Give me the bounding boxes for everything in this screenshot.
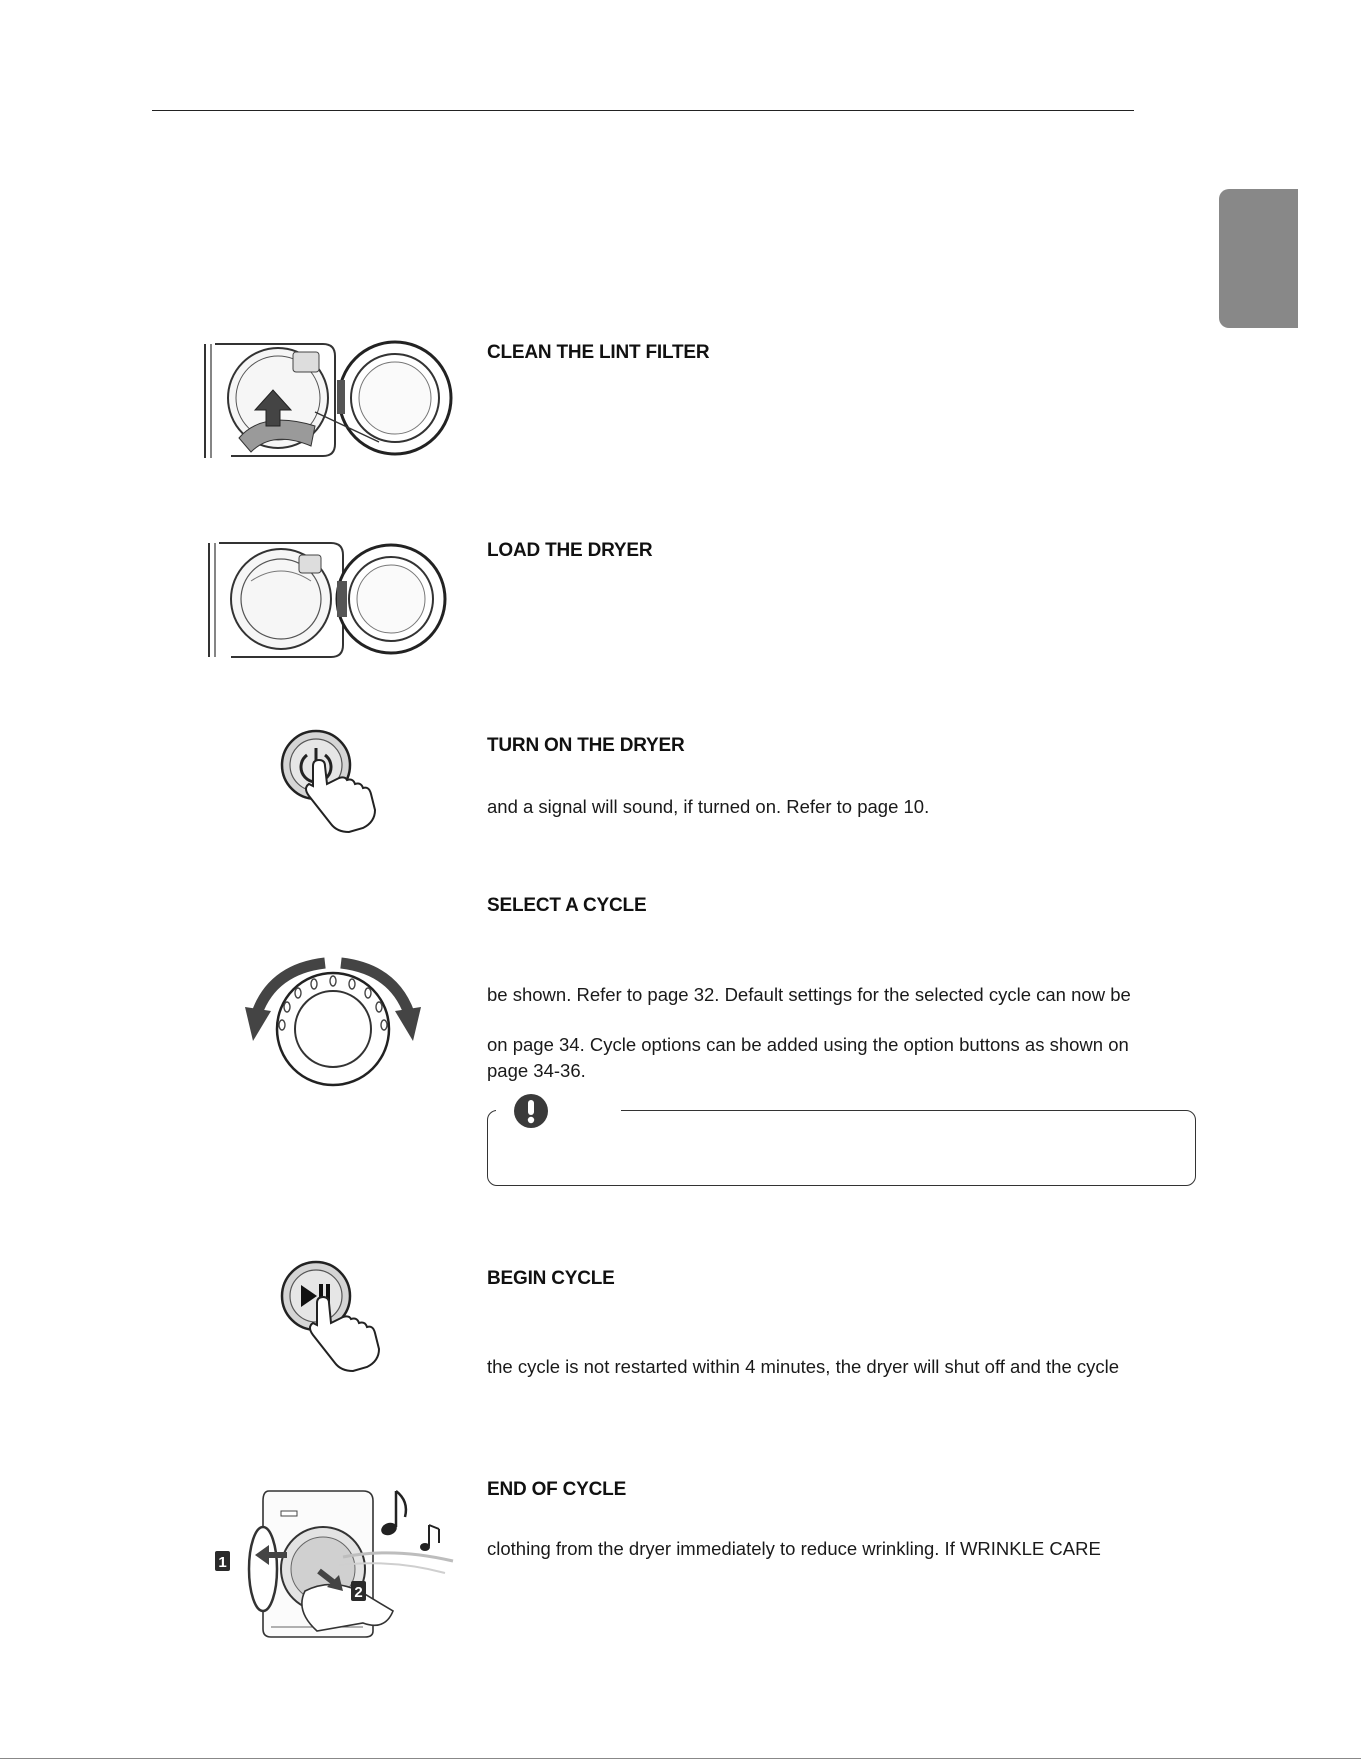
note-box [487,1110,1196,1186]
exclamation-icon [513,1093,549,1129]
footer-rule [0,1758,1361,1759]
step-text: the cycle is not restarted within 4 minutes, the dryer will shut off and the cycle [487,1356,1120,1377]
step-text: be shown. Refer to page 32. Default settings for the selected cycle can now be [487,984,1131,1005]
music-note-icon [379,1491,406,1537]
step-title: SELECT A CYCLE [487,895,647,916]
step-title: BEGIN CYCLE [487,1268,615,1289]
music-note-small-icon [420,1525,439,1551]
chapter-tab [1219,189,1298,328]
step-text: clothing from the dryer immediately to reduce wrinkling. If WRINKLE CARE [487,1538,1101,1559]
step-text: on page 34. Cycle options can be added using the option buttons as shown on [487,1034,1129,1055]
lint-filter-illustration [203,340,456,460]
step-badge-2: 2 [354,1584,363,1601]
step-title: TURN ON THE DRYER [487,735,685,756]
step-title: LOAD THE DRYER [487,540,653,561]
step-title: END OF CYCLE [487,1479,627,1500]
step-badge-1: 1 [218,1554,227,1571]
header-rule [152,110,1134,111]
end-of-cycle-illustration [213,1481,458,1646]
step-text: and a signal will sound, if turned on. Refer to page 10. [487,796,930,817]
step-text: page 34-36. [487,1060,586,1081]
step-title: CLEAN THE LINT FILTER [487,342,710,363]
open-dryer-illustration [207,541,447,659]
cycle-dial-illustration [243,957,423,1087]
power-button-illustration [279,728,389,840]
start-pause-button-illustration [279,1259,389,1391]
